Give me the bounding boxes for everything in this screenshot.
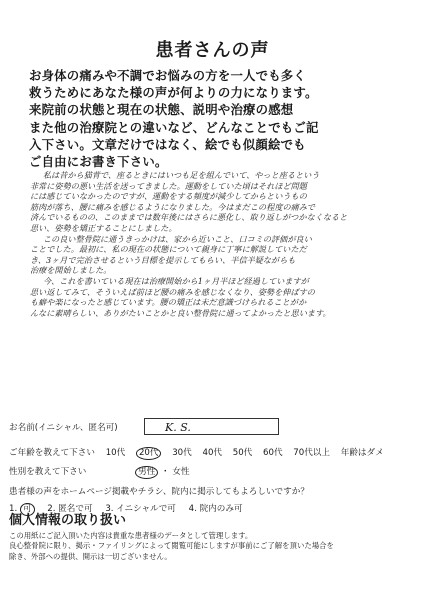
intro-line: 入下さい。文章だけではなく、絵でも似顔絵でも [29, 136, 306, 152]
intro-line: ご自由にお書き下さい。 [29, 154, 168, 170]
privacy-notice [9, 531, 421, 562]
handwritten-line: 思い返してみて、そういえば前ほど腰の痛みを感じなくなり、姿勢を伸ばすの [30, 286, 315, 297]
permission-question: 患者様の声をホームページ掲載やチラシ、院内に掲示してもよろしいですか？ [9, 487, 309, 497]
age-label: ご年齢を教えて下さい [9, 448, 95, 458]
intro-line: 救うためにあなた様の声が何よりの力になります。 [29, 85, 318, 101]
intro-line: また他の治療院との違いなど、どんなことでもご記 [29, 119, 319, 135]
privacy-line: 除き、外部への提供、開示は一切ございません。 [9, 551, 172, 561]
name-field[interactable]: K. S. [144, 418, 279, 435]
age-option-60s[interactable]: 60代 [263, 448, 283, 458]
handwritten-line: 筋肉が落ち、腰に痛みを感じるようになりました。今はまだこの程度の痛みで [30, 201, 316, 212]
age-option-50s[interactable]: 50代 [232, 448, 253, 458]
permission-option-1-selected[interactable]: 可 [20, 503, 35, 516]
name-label: お名前(イニシャル、匿名可) [9, 423, 118, 433]
handwritten-line: 治療を開始しました。 [30, 265, 112, 276]
handwritten-line: 思い、姿勢を矯正することにしました。 [30, 222, 177, 233]
permission-option-4[interactable]: 4. 院内のみ可 [188, 504, 243, 514]
handwritten-line: 非常に姿勢の悪い生活を送ってきました。運動をしていた頃はそれほど問題 [30, 180, 307, 191]
handwritten-line: き、3ヶ月で完治させるという目標を提示してもらい、半信半疑ながらも [30, 254, 296, 265]
age-option-70s-plus[interactable]: 70代以上 [293, 448, 330, 458]
page-title: 患者さんの声 [155, 40, 270, 61]
gender-option-female[interactable]: 女性 [172, 467, 190, 477]
age-option-decline[interactable]: 年齢はダメ [340, 448, 384, 458]
handwritten-testimonial [30, 170, 402, 318]
privacy-heading: 個人情報の取り扱い [9, 513, 127, 528]
gender-separator: ・ [161, 467, 170, 477]
handwritten-line: ことでした。最初に、私の現在の状態について親身に丁寧に解説していただ [30, 244, 307, 255]
age-row [9, 446, 392, 460]
privacy-line: この用紙にご記入頂いた内容は貴重な患者様のデータとして管理します。 [9, 531, 253, 540]
intro-line: 来院前の状態と現在の状態、説明や治療の感想 [29, 102, 294, 118]
gender-row [9, 465, 190, 479]
handwritten-line: この良い整骨院に通うきっかけは、家から近いこと、口コミの評価が良い [43, 233, 312, 244]
handwritten-line: 私は昔から猫背で、座るときにはいつも足を組んでいて、やっと座るという [43, 170, 320, 180]
gender-label: 性別を教えて下さい [9, 467, 87, 477]
gender-option-male-selected[interactable]: 男性 [135, 466, 158, 479]
handwritten-line: も癖や楽になったと感じています。腰の矯正は未だ意識づけられることがか [30, 297, 307, 308]
handwritten-line: 済んでいるものの、このままでは数年後にはさらに悪化し、取り返しがつかなくなると [30, 212, 348, 223]
handwritten-line: には感じていなかったのですが、運動をする頻度が減少してからというもの [30, 191, 307, 202]
age-option-40s[interactable]: 40代 [202, 448, 223, 458]
privacy-line: 良心整骨院に限り、掲示・ファイリングによって閲覧可能にしますが事前にご了解を頂いた場合を [9, 541, 334, 551]
permission-option-2[interactable]: 2. 匿名で可 [47, 504, 93, 514]
handwritten-line: 今、これを書いている現在は治療開始から1ヶ月半ほど経過していますが [43, 275, 309, 286]
handwritten-line: んなに素晴らしい、ありがたいことかと良い整骨院に通ってよかったと思います。 [30, 307, 331, 318]
age-option-20s-selected[interactable]: 20代 [136, 447, 162, 460]
intro-text [29, 67, 409, 170]
intro-line: お身体の痛みや不調でお悩みの方を一人でも多く [29, 68, 306, 83]
permission-option-1[interactable]: 1. 可 [9, 504, 35, 514]
age-option-30s[interactable]: 30代 [172, 448, 192, 458]
age-option-10s[interactable]: 10代 [105, 448, 126, 458]
permission-option-3[interactable]: 3. イニシャルで可 [105, 504, 176, 514]
